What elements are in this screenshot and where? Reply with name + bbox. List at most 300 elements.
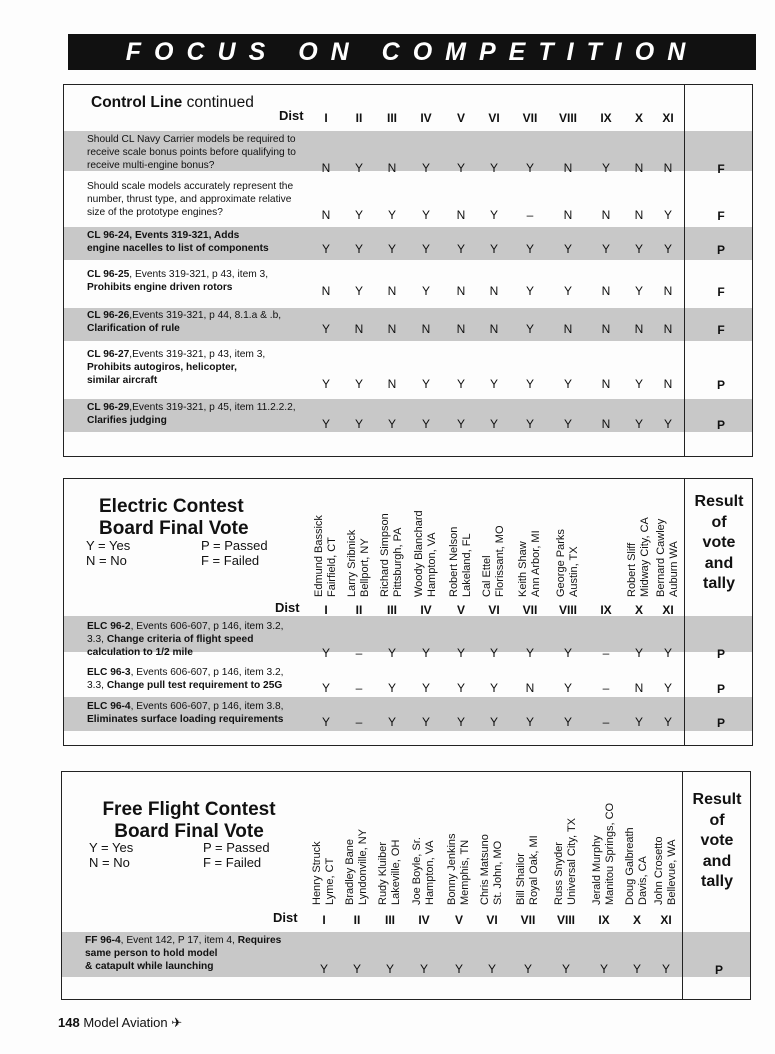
vote-cell: Y bbox=[663, 417, 672, 431]
result-cell: P bbox=[716, 682, 725, 696]
director-city: Lyme, CT bbox=[323, 857, 336, 905]
item-text bbox=[87, 133, 327, 172]
column-header-7: VII bbox=[522, 111, 538, 125]
director-name bbox=[379, 513, 404, 597]
item-code: CL 96-25 bbox=[87, 269, 130, 280]
column-header-10: X bbox=[634, 111, 643, 125]
column-header-7: VII bbox=[522, 603, 538, 617]
vote-cell: Y bbox=[661, 962, 670, 976]
item-line-rest: ,Events 319-321, p 43, item 3, bbox=[129, 349, 266, 360]
vote-cell: Y bbox=[456, 417, 465, 431]
page-footer bbox=[58, 1015, 182, 1031]
item-line bbox=[87, 700, 327, 713]
director-name bbox=[413, 510, 438, 597]
item-text bbox=[87, 401, 327, 427]
item-line: Should CL Navy Carrier models be required to bbox=[87, 134, 296, 145]
director-city: Lyndonville, NY bbox=[356, 828, 369, 905]
item-line-rest: Change criteria of flight speed bbox=[106, 634, 254, 645]
section-title-suffix: continued bbox=[186, 94, 254, 111]
director-city: Davis, CA bbox=[636, 856, 649, 905]
director-city: St. John, MO bbox=[491, 840, 504, 905]
vote-cell: Y bbox=[663, 646, 672, 660]
item-line: similar aircraft bbox=[87, 375, 158, 386]
item-text bbox=[87, 620, 327, 659]
result-header-line: tally bbox=[700, 873, 733, 890]
item-text bbox=[85, 934, 325, 973]
item-code: CL 96-27 bbox=[87, 349, 130, 360]
vote-cell: Y bbox=[421, 208, 430, 222]
result-cell: P bbox=[716, 418, 725, 432]
vote-cell: N bbox=[601, 377, 611, 391]
board-title-line2: Board Final Vote bbox=[114, 821, 264, 842]
item-line-rest: , Events 606-607, p 146, item 3.8, bbox=[130, 701, 284, 712]
dist-label: Dist bbox=[275, 600, 300, 615]
vote-cell: Y bbox=[456, 242, 465, 256]
director-name bbox=[346, 530, 371, 597]
vote-cell: N bbox=[563, 322, 573, 336]
item-line-rest: Adds bbox=[213, 230, 240, 241]
vote-cell: Y bbox=[421, 284, 430, 298]
director-city: Pittsburgh, PA bbox=[391, 527, 404, 597]
item-line bbox=[87, 268, 327, 281]
director-person: Robert Sliff bbox=[626, 542, 638, 597]
legend-yes: Y = Yes bbox=[86, 538, 131, 553]
vote-cell: N bbox=[634, 208, 644, 222]
vote-cell: N bbox=[321, 284, 331, 298]
electric-panel bbox=[63, 478, 753, 746]
vote-cell: Y bbox=[525, 322, 534, 336]
item-line-prefix: 3.3, bbox=[87, 680, 107, 691]
result-header-line: Result bbox=[694, 493, 744, 510]
dist-label: Dist bbox=[273, 910, 298, 925]
vote-cell: Y bbox=[489, 242, 498, 256]
item-line: receive multi-engine bonus? bbox=[87, 160, 215, 171]
vote-cell: Y bbox=[599, 962, 608, 976]
column-header-1: I bbox=[324, 603, 328, 617]
director-person: Russ Snyder bbox=[553, 842, 565, 905]
item-line: same person to hold model bbox=[85, 948, 218, 959]
column-header-11: XI bbox=[662, 603, 674, 617]
director-name bbox=[313, 515, 338, 597]
item-line bbox=[87, 620, 327, 633]
result-divider bbox=[682, 772, 683, 999]
director-name bbox=[479, 834, 504, 905]
free-flight-panel bbox=[61, 771, 751, 1000]
item-line: number, thrust type, and approximate relative bbox=[87, 194, 292, 205]
item-line bbox=[87, 348, 327, 361]
column-header-4: IV bbox=[420, 111, 432, 125]
vote-cell: N bbox=[421, 322, 431, 336]
director-name bbox=[344, 829, 369, 905]
director-city: Lakeville, OH bbox=[389, 839, 402, 905]
vote-cell: N bbox=[663, 377, 673, 391]
item-line-rest: , Event 142, P 17, item 4, bbox=[120, 935, 238, 946]
director-name bbox=[377, 840, 402, 905]
result-divider bbox=[684, 479, 685, 745]
vote-cell: Y bbox=[489, 417, 498, 431]
item-line: receive scale bonus points before qualifying to bbox=[87, 147, 296, 158]
item-text bbox=[87, 348, 327, 387]
item-line: & catapult while launching bbox=[85, 961, 214, 972]
result-cell: F bbox=[717, 209, 725, 223]
item-line bbox=[87, 401, 327, 414]
director-name bbox=[446, 833, 471, 905]
item-line-rest: , Events 606-607, p 146, item 3.2, bbox=[130, 667, 284, 678]
item-line: calculation to 1/2 mile bbox=[87, 647, 193, 658]
vote-cell: Y bbox=[525, 417, 534, 431]
vote-cell: – bbox=[355, 715, 363, 729]
director-name bbox=[626, 517, 651, 597]
vote-cell: N bbox=[663, 322, 673, 336]
director-person: Robert Nelson bbox=[448, 526, 460, 597]
item-code: FF 96-4 bbox=[85, 935, 121, 946]
column-header-8: VIII bbox=[558, 603, 577, 617]
legend-right bbox=[203, 840, 270, 870]
item-text bbox=[87, 268, 327, 294]
director-city: Manitou Springs, CO bbox=[603, 802, 616, 905]
item-text bbox=[87, 309, 327, 335]
board-title-line2: Board Final Vote bbox=[99, 518, 249, 539]
item-code: ELC 96-4 bbox=[87, 701, 131, 712]
vote-cell: Y bbox=[563, 242, 572, 256]
column-header-5: V bbox=[456, 603, 465, 617]
item-line-rest: ,Events 319-321, p 44, 8.1.a & .b, bbox=[129, 310, 282, 321]
legend-failed: F = Failed bbox=[201, 553, 260, 568]
director-person: John Crosetto bbox=[653, 836, 665, 905]
vote-cell: Y bbox=[456, 681, 465, 695]
vote-cell: N bbox=[634, 161, 644, 175]
vote-cell: Y bbox=[456, 715, 465, 729]
vote-cell: Y bbox=[354, 417, 363, 431]
item-line-rest: , Events 606-607, p 146, item 3.2, bbox=[130, 621, 284, 632]
result-cell: P bbox=[716, 243, 725, 257]
vote-cell: Y bbox=[321, 242, 330, 256]
vote-cell: Y bbox=[421, 417, 430, 431]
director-city: Lakeland, FL bbox=[460, 533, 473, 597]
director-city: Florissant, MO bbox=[493, 525, 506, 597]
vote-cell: Y bbox=[387, 681, 396, 695]
vote-cell: Y bbox=[561, 962, 570, 976]
result-cell: P bbox=[716, 378, 725, 392]
vote-cell: Y bbox=[563, 284, 572, 298]
item-line bbox=[87, 229, 327, 242]
vote-cell: N bbox=[601, 284, 611, 298]
vote-cell: N bbox=[321, 208, 331, 222]
vote-cell: Y bbox=[352, 962, 361, 976]
vote-cell: N bbox=[456, 284, 466, 298]
director-person: Doug Galbreath bbox=[624, 827, 636, 905]
vote-cell: Y bbox=[419, 962, 428, 976]
vote-cell: Y bbox=[601, 161, 610, 175]
column-header-8: VIII bbox=[556, 913, 575, 927]
item-line: Eliminates surface loading requirements bbox=[87, 714, 284, 725]
item-line bbox=[87, 666, 327, 679]
column-header-6: VI bbox=[488, 603, 500, 617]
result-cell: P bbox=[716, 716, 725, 730]
director-person: Jerald Murphy bbox=[591, 835, 603, 905]
vote-cell: N bbox=[456, 208, 466, 222]
vote-cell: – bbox=[355, 646, 363, 660]
column-header-4: IV bbox=[418, 913, 430, 927]
item-code: ELC 96-2 bbox=[87, 621, 131, 632]
item-line bbox=[87, 679, 327, 692]
director-city: Midway City, CA bbox=[638, 517, 651, 597]
item-line-rest: Change pull test requirement to 25G bbox=[106, 680, 283, 691]
column-header-7: VII bbox=[520, 913, 536, 927]
result-header-line: tally bbox=[702, 575, 735, 592]
item-line bbox=[87, 633, 327, 646]
vote-cell: N bbox=[387, 284, 397, 298]
vote-cell: Y bbox=[387, 242, 396, 256]
vote-cell: N bbox=[634, 322, 644, 336]
vote-cell: Y bbox=[525, 161, 534, 175]
director-person: Henry Struck bbox=[311, 841, 323, 905]
director-city: Ann Arbor, MI bbox=[529, 530, 542, 597]
vote-cell: Y bbox=[525, 242, 534, 256]
vote-cell: N bbox=[387, 322, 397, 336]
director-person: Bill Shailor bbox=[515, 853, 527, 905]
column-header-9: IX bbox=[600, 111, 612, 125]
vote-cell: Y bbox=[601, 242, 610, 256]
item-line: size of the prototype engines? bbox=[87, 207, 223, 218]
column-header-10: X bbox=[632, 913, 641, 927]
vote-cell: Y bbox=[634, 715, 643, 729]
column-header-3: III bbox=[384, 913, 395, 927]
column-header-3: III bbox=[386, 603, 397, 617]
director-name bbox=[653, 837, 678, 905]
vote-cell: N bbox=[563, 161, 573, 175]
column-header-6: VI bbox=[486, 913, 498, 927]
vote-cell: Y bbox=[663, 681, 672, 695]
vote-cell: N bbox=[489, 322, 499, 336]
vote-cell: Y bbox=[421, 161, 430, 175]
vote-cell: Y bbox=[634, 646, 643, 660]
column-header-2: II bbox=[353, 913, 361, 927]
column-header-11: XI bbox=[662, 111, 674, 125]
item-line: engine nacelles to list of components bbox=[87, 243, 269, 254]
result-cell: P bbox=[716, 647, 725, 661]
vote-cell: N bbox=[387, 377, 397, 391]
vote-cell: Y bbox=[421, 377, 430, 391]
vote-cell: Y bbox=[632, 962, 641, 976]
item-code: CL 96-29 bbox=[87, 402, 130, 413]
director-name bbox=[515, 835, 540, 905]
director-name bbox=[481, 525, 506, 597]
item-line-prefix: 3.3, bbox=[87, 634, 107, 645]
legend-passed: P = Passed bbox=[201, 538, 268, 553]
vote-cell: Y bbox=[489, 715, 498, 729]
result-cell: F bbox=[717, 162, 725, 176]
director-person: George Parks bbox=[555, 529, 567, 597]
item-line bbox=[85, 934, 325, 947]
vote-cell: Y bbox=[321, 715, 330, 729]
result-cell: F bbox=[717, 323, 725, 337]
plane-icon: ✈ bbox=[171, 1015, 183, 1030]
vote-cell: Y bbox=[387, 208, 396, 222]
vote-cell: N bbox=[387, 161, 397, 175]
item-line: Clarifies judging bbox=[87, 415, 167, 426]
director-city: Bellevue, WA bbox=[665, 839, 678, 905]
vote-cell: Y bbox=[525, 715, 534, 729]
director-person: Richard Simpson bbox=[379, 513, 391, 597]
director-person: Edmund Bassick bbox=[313, 515, 325, 597]
magazine-name: Model Aviation bbox=[83, 1015, 168, 1030]
director-name bbox=[624, 827, 649, 905]
column-header-9: IX bbox=[598, 913, 610, 927]
section-title-text: Control Line bbox=[91, 94, 183, 111]
section-banner: FOCUS ON COMPETITION bbox=[68, 34, 756, 70]
legend-no: N = No bbox=[86, 553, 127, 568]
vote-cell: Y bbox=[387, 646, 396, 660]
vote-cell: Y bbox=[354, 242, 363, 256]
board-title-line1: Electric Contest bbox=[99, 496, 244, 517]
director-name bbox=[591, 803, 616, 905]
vote-cell: Y bbox=[421, 715, 430, 729]
vote-cell: Y bbox=[563, 715, 572, 729]
vote-cell: Y bbox=[634, 284, 643, 298]
item-code: CL 96-24 bbox=[87, 230, 130, 241]
result-header-line: and bbox=[702, 852, 732, 870]
vote-cell: Y bbox=[663, 242, 672, 256]
vote-cell: – bbox=[602, 715, 610, 729]
item-text bbox=[87, 229, 327, 255]
vote-cell: Y bbox=[563, 417, 572, 431]
vote-cell: Y bbox=[489, 161, 498, 175]
board-title-line1: Free Flight Contest bbox=[102, 799, 276, 820]
vote-cell: Y bbox=[663, 208, 672, 222]
vote-cell: N bbox=[663, 284, 673, 298]
vote-cell: Y bbox=[321, 681, 330, 695]
item-text bbox=[87, 666, 327, 692]
director-city: Hampton, VA bbox=[425, 532, 438, 597]
director-name bbox=[411, 837, 436, 905]
vote-cell: Y bbox=[525, 646, 534, 660]
legend-left bbox=[89, 840, 133, 870]
column-header-2: II bbox=[355, 111, 363, 125]
director-name bbox=[655, 519, 680, 597]
column-header-10: X bbox=[634, 603, 643, 617]
item-code: ELC 96-3 bbox=[87, 667, 131, 678]
column-header-1: I bbox=[324, 111, 328, 125]
vote-cell: N bbox=[525, 681, 535, 695]
vote-cell: N bbox=[563, 208, 573, 222]
column-header-8: VIII bbox=[558, 111, 577, 125]
item-text bbox=[87, 180, 327, 219]
vote-cell: Y bbox=[489, 646, 498, 660]
legend-no: N = No bbox=[89, 855, 130, 870]
vote-cell: N bbox=[663, 161, 673, 175]
legend-right bbox=[201, 538, 268, 568]
director-name bbox=[448, 527, 473, 597]
vote-cell: N bbox=[456, 322, 466, 336]
board-title bbox=[99, 496, 269, 540]
vote-cell: Y bbox=[456, 377, 465, 391]
vote-cell: Y bbox=[489, 377, 498, 391]
item-line: Clarification of rule bbox=[87, 323, 180, 334]
director-person: Joe Boyle, Sr. bbox=[411, 837, 423, 905]
result-header-line: and bbox=[704, 554, 734, 572]
vote-cell: Y bbox=[487, 962, 496, 976]
director-city: Fairfield, CT bbox=[325, 537, 338, 597]
vote-cell: Y bbox=[319, 962, 328, 976]
result-divider bbox=[684, 85, 685, 456]
director-city: Memphis, TN bbox=[458, 839, 471, 905]
director-person: Rudy Kluiber bbox=[377, 842, 389, 905]
vote-cell: N bbox=[634, 681, 644, 695]
director-city: Auburn WA bbox=[667, 541, 680, 597]
result-header-line: of bbox=[709, 811, 725, 829]
vote-cell: Y bbox=[563, 377, 572, 391]
vote-cell: Y bbox=[321, 417, 330, 431]
item-line-rest bbox=[129, 230, 239, 241]
vote-cell: – bbox=[602, 681, 610, 695]
column-header-9: IX bbox=[600, 603, 612, 617]
vote-cell: Y bbox=[387, 417, 396, 431]
item-line-rest: Requires bbox=[237, 935, 282, 946]
column-header-5: V bbox=[454, 913, 463, 927]
column-header-4: IV bbox=[420, 603, 432, 617]
director-name bbox=[555, 529, 580, 597]
vote-cell: – bbox=[355, 681, 363, 695]
item-line: Should scale models accurately represent the bbox=[87, 181, 294, 192]
vote-cell: N bbox=[321, 161, 331, 175]
vote-cell: Y bbox=[321, 377, 330, 391]
vote-cell: Y bbox=[354, 208, 363, 222]
vote-cell: Y bbox=[387, 715, 396, 729]
item-line: Prohibits autogiros, helicopter, bbox=[87, 362, 238, 373]
vote-cell: Y bbox=[489, 681, 498, 695]
vote-cell: Y bbox=[385, 962, 394, 976]
column-header-5: V bbox=[456, 111, 465, 125]
director-person: Bradley Bane bbox=[344, 838, 356, 905]
director-person: Chris Matsuno bbox=[479, 834, 491, 905]
vote-cell: Y bbox=[634, 242, 643, 256]
director-city: Bellport, NY bbox=[358, 538, 371, 597]
item-line-rest: ,Events 319-321, p 45, item 11.2.2.2, bbox=[129, 402, 296, 413]
vote-cell: – bbox=[526, 208, 534, 222]
vote-cell: Y bbox=[354, 161, 363, 175]
vote-cell: Y bbox=[456, 646, 465, 660]
vote-cell: Y bbox=[563, 646, 572, 660]
control-line-panel bbox=[63, 84, 753, 457]
column-header-1: I bbox=[322, 913, 326, 927]
director-city: Universal City, TX bbox=[565, 817, 578, 905]
legend-yes: Y = Yes bbox=[89, 840, 134, 855]
vote-cell: Y bbox=[525, 284, 534, 298]
result-header-line: vote bbox=[702, 534, 736, 551]
vote-cell: Y bbox=[489, 208, 498, 222]
director-person: Larry Sribnick bbox=[346, 529, 358, 597]
director-city: Royal Oak, MI bbox=[527, 835, 540, 905]
director-city: Hampton, VA bbox=[423, 840, 436, 905]
column-header-2: II bbox=[355, 603, 363, 617]
item-code: CL 96-26 bbox=[87, 310, 130, 321]
vote-cell: Y bbox=[354, 284, 363, 298]
column-header-6: VI bbox=[488, 111, 500, 125]
vote-cell: Y bbox=[421, 646, 430, 660]
column-header-3: III bbox=[386, 111, 397, 125]
result-header bbox=[684, 790, 750, 893]
director-name bbox=[517, 530, 542, 597]
vote-cell: Y bbox=[634, 377, 643, 391]
vote-cell: N bbox=[601, 417, 611, 431]
legend-passed: P = Passed bbox=[203, 840, 270, 855]
result-cell: P bbox=[714, 963, 723, 977]
item-line-rest: , Events 319-321, p 43, item 3, bbox=[129, 269, 269, 280]
director-name bbox=[311, 841, 336, 905]
vote-cell: Y bbox=[663, 715, 672, 729]
legend-left bbox=[86, 538, 130, 568]
